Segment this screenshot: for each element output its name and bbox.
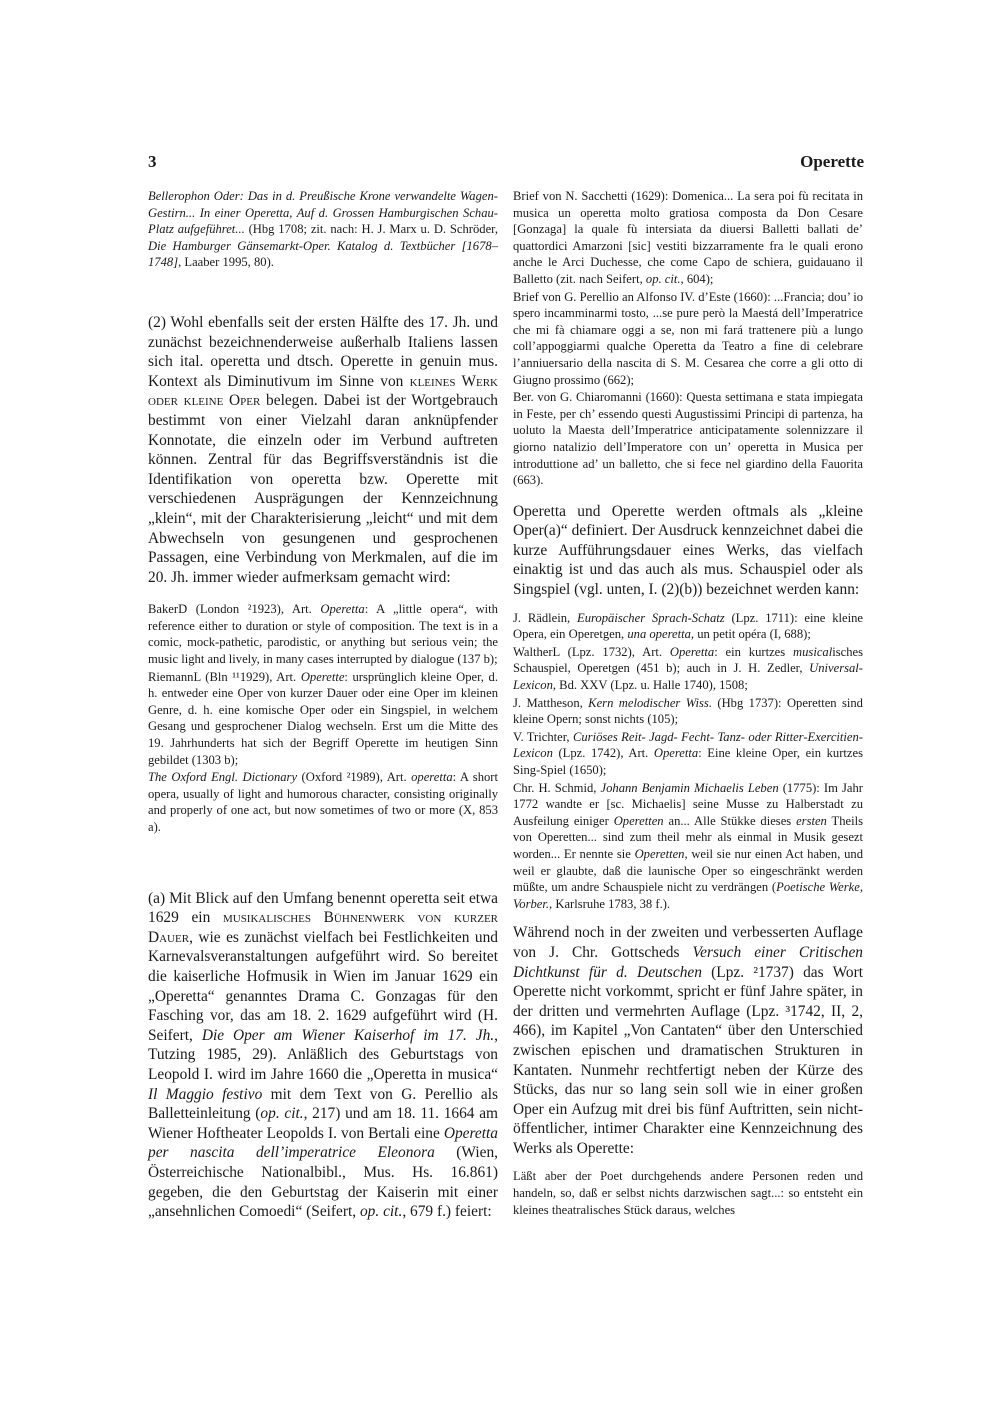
citation-walther: WaltherL (Lpz. 1732), Art. Operetta: ein kurtzes musicalisches Schauspiel, Operetgen (451 b); auch in J. H. Zedler, Universal-Lexicon, Bd. XXV (Lpz. u. Halle 1740), 1508; <box>513 644 863 693</box>
citation-mattheson: J. Mattheson, Kern melodischer Wiss. (Hbg 1737): Operetten sind kleine Opern; sonst nichts (105); <box>513 695 863 727</box>
citation-raedlein: J. Rädlein, Europäischer Sprach-Schatz (Lpz. 1711): eine kleine Opera, ein Operetgen, una operetta, un petit opéra (I, 688); <box>513 610 863 642</box>
citation-oxford: The Oxford Engl. Dictionary (Oxford ²1989), Art. operetta: A short opera, usually of light and humorous character, consisting originally and properly of one act, but now sometimes of two or more (X, 853 a). <box>148 770 498 834</box>
letter-sacchetti: Brief von N. Sacchetti (1629): Domenica... La sera poi fù recitata in musica un operetta molto gratiosa composta da Don Cesare [Gonzaga] la quale fù intersiata da diuersi Balletti ballati de’ quattordici Amarzoni [sic] vestiti bizzarramente fra le quali erono anche le Arci Duchesse, che come Capo de schiera, guidauano il Balletto (zit. nach Seifert, op. cit., 604); <box>513 189 863 286</box>
citation-baker: BakerD (London ²1923), Art. Operetta: A „little opera“, with reference either to duration or style of composition. The text is in a comic, mock-pathetic, parodistic, or anything but serious vein; the music light and lively, in many cases interrupted by dialogue (137 b); <box>148 602 498 667</box>
gottsched-quote: Läßt aber der Poet durchgehends andere Personen reden und handeln, so, daß er selbst nichts darzwischen sagt...: so entsteht ein kleines theatralisches Stück daraus, welches <box>513 1169 863 1217</box>
letter-citations <box>513 188 863 489</box>
left-column <box>148 188 498 1222</box>
intro-citation: Bellerophon Oder: Das in d. Preußische Krone verwandelte Wagen-Gestirn... In einer Operetta, Auf d. Grossen Hamburgischen Schau-Platz aufgeführet... (Hbg 1708; zit. nach: H. J. Marx u. D. Schröder, Die Hamburger Gänsemarkt-Oper. Katalog d. Textbücher [1678–1748], Laaber 1995, 80). <box>148 189 498 270</box>
definition-paragraph: Operetta und Operette werden oftmals als „kleine Oper(a)“ definiert. Der Ausdruck kennzeichnet dabei die kurze Aufführungsdauer eines Werks, das vielfach einaktig ist und das auch als mus. Schauspiel oder als Singspiel (vgl. unten, I. (2)(b)) bezeichnet werden kann: <box>513 502 863 599</box>
page-number: 3 <box>148 152 157 171</box>
letter-chiaromanni: Ber. von G. Chiaromanni (1660): Questa settimana e stata impiegata in Feste, per ch’ essendo questi Augustissimi Principi di partenza, ha uoluto la Maesta dell’Imperatrice anticipatamente solennizzare il giorno natalizio dell’Imperatore con un’ operetta in Musica per introduttione ad’ un balletto, che si fece nel giardino della Fauorita (663). <box>513 390 863 488</box>
gottsched-paragraph: Während noch in der zweiten und verbesserten Auflage von J. Chr. Gottscheds Versuch einer Critischen Dichtkunst für d. Deutschen (Lpz. ²1737) das Wort Operette nicht vorkommt, spricht er fünf Jahre später, in der dritten und vermehrten Auflage (Lpz. ³1742, II, 2, 466), im Kapitel „Von Cantaten“ über den Unterschied zwischen epischen und dramatischen Strukturen in Kantaten. Nunmehr rechtfertigt neben der Kürze des Stücks, das nur so lang sein soll wie in einer großen Oper ein Aufzug mit drei bis fünf Auftritten, sein nicht-öffentlicher, intimer Charakter eine Kennzeichnung des Werks als Operette: <box>513 924 863 1157</box>
citation-riemann: RiemannL (Bln ¹¹1929), Art. Operette: ursprünglich kleine Oper, d. h. entweder eine Oper von kurzer Dauer oder eine Oper im kleinen Genre, d. h. eine komische Oper oder ein Singspiel, in welchem Gesang und gesprochener Dialog wechseln. Erst um die Mitte des 19. Jahrhunderts hat sich der Begriff Operette im heutigen Sinn gebildet (1303 b); <box>148 669 498 767</box>
section-2-paragraph: (2) Wohl ebenfalls seit der ersten Hälfte des 17. Jh. und zunächst bezeichnenderweise außerhalb Italiens lassen sich ital. operetta und dtsch. Operette in genuin mus. Kontext als Diminutivum im Sinne von kleines Werk oder kleine Oper belegen. Dabei ist der Wortgebrauch bestimmt von einer Vielzahl daran anknüpfender Konnotate, die einzeln oder im Verbund auftreten können. Zentral für das Begriffsverständnis ist die Identifikation von operetta bzw. Operette mit verschiedenen Ausprägungen der Kennzeichnung „klein“, mit der Charakterisierung „leicht“ und mit dem Abwechseln von gesungenen und gesprochenen Passagen, eine Verbindung von Merkmalen, auf die im 20. Jh. immer wieder aufmerksam gemacht wird: <box>148 313 498 586</box>
right-column <box>513 188 863 1218</box>
section-a-paragraph: (a) Mit Blick auf den Umfang benennt operetta seit etwa 1629 ein musikalisches Bühnenwerk von kurzer Dauer, wie es zunächst vielfach bei Festlichkeiten und Karnevalsveranstaltungen aufgeführt wird. So bereitet die kaiserliche Hofmusik in Wien im Januar 1629 ein „Operetta“ genanntes Drama C. Gonzagas für den Fasching vor, das am 18. 2. 1629 aufgeführt wird (H. Seifert, Die Oper am Wiener Kaiserhof im 17. Jh., Tutzing 1985, 29). Anläßlich des Geburtstags von Leopold I. wird im Jahre 1660 die „Operetta in musica“ Il Maggio festivo mit dem Text von G. Perellio als Balletteinleitung (op. cit., 217) und am 18. 11. 1664 am Wiener Hoftheater Leopolds I. von Bertali eine Operetta per nascita dell’imperatrice Eleonora (Wien, Österreichische Nationalbibl., Mus. Hs. 16.861) gegeben, die den Geburtstag der Kaiserin mit einer „ansehnlichen Comoedi“ (Seifert, op. cit., 679 f.) feiert: <box>148 889 499 1221</box>
lexicon-citations <box>513 610 863 913</box>
citation-trichter: V. Trichter, Curiöses Reit- Jagd- Fecht- Tanz- oder Ritter-Exercitien-Lexicon (Lpz. 1742), Art. Operetta: Eine kleine Oper, ein kurtzes Sing-Spiel (1650); <box>513 729 863 777</box>
running-head: Operette <box>800 152 864 171</box>
dictionary-citations <box>148 601 498 835</box>
page-header <box>148 152 864 176</box>
citation-schmid: Chr. H. Schmid, Johann Benjamin Michaelis Leben (1775): Im Jahr 1772 wandte er [sc. Michaelis] seine Musse zu Halberstadt zu Ausfeilung einiger Operetten an... Alle Stükke dieses ersten Theils von Operetten... sind zum theil mehr als einmal in Musik gesezt worden... Er nennte sie Operetten, weil sie nur einen Act haben, und weil er glaubte, daß die launische Oper so eingeschränkt werden müßte, um andre Schauspiele nicht zu verdrängen (Poetische Werke, Vorber., Karlsruhe 1783, 38 f.). <box>513 780 863 911</box>
letter-perellio: Brief von G. Perellio an Alfonso IV. d’Este (1660): ...Francia; dou’ io spero incamminarmi tosto, ...se pure però la Maestá dell’Imperatrice che mi fà chiamare oggi a se, non mi fará trattenere più a lungo coll’appoggiarmi qualche Operetta da Teatro a fine di celebrare l’anniuersario della nascita di S. M. Cesarea che corre a gli otto di Giugno prossimo (662); <box>513 289 863 387</box>
